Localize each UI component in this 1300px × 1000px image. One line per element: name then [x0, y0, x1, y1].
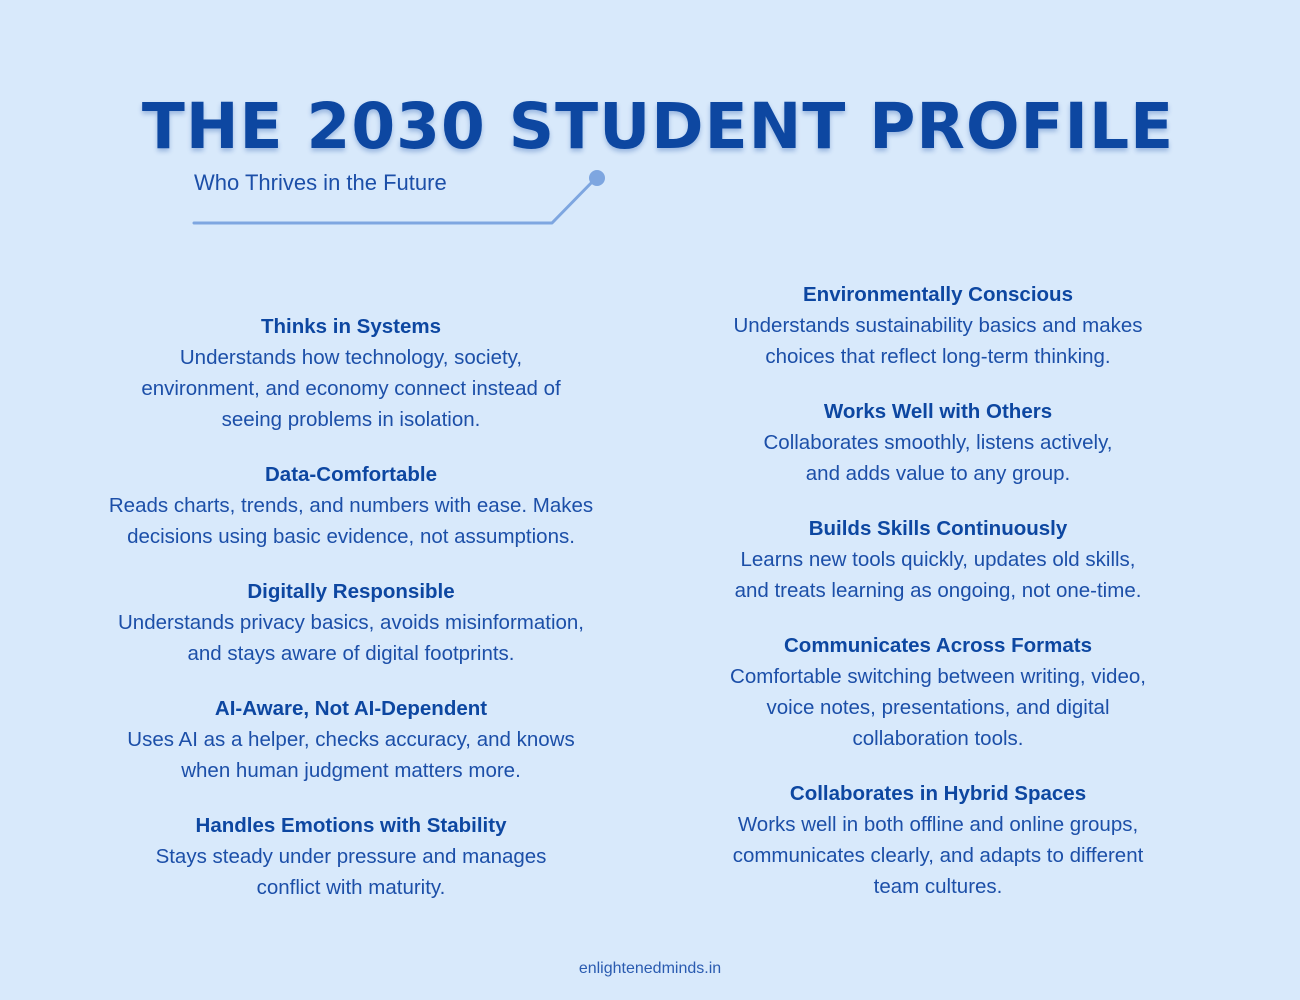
trait-item: [646, 778, 1230, 902]
trait-title: Environmentally Conscious: [803, 283, 1073, 306]
trait-title: Builds Skills Continuously: [808, 517, 1068, 540]
trait-title: Works Well with Others: [823, 400, 1053, 423]
trait-description: Collaborates smoothly, listens actively, and adds value to any group.: [763, 431, 1113, 485]
trait-title: Collaborates in Hybrid Spaces: [789, 782, 1087, 805]
trait-item: [646, 279, 1230, 372]
trait-item: [646, 396, 1230, 489]
trait-title: Thinks in Systems: [260, 315, 441, 338]
trait-description: Works well in both offline and online groups, communicates clearly, and adapts to different team cultures.: [732, 813, 1144, 898]
trait-item: [60, 810, 642, 903]
trait-title: AI-Aware, Not AI-Dependent: [214, 697, 488, 720]
trait-description: Uses AI as a helper, checks accuracy, and knows when human judgment matters more.: [127, 728, 575, 782]
page-title: THE 2030 STUDENT PROFILE: [141, 90, 1175, 163]
trait-item: [60, 459, 642, 552]
trait-description: Understands sustainability basics and makes choices that reflect long-term thinking.: [733, 314, 1143, 368]
trait-description: Understands how technology, society, environment, and economy connect instead of seeing problems in isolation.: [141, 346, 561, 431]
trait-title: Digitally Responsible: [247, 580, 455, 603]
left-traits-column: [60, 311, 642, 927]
trait-title: Handles Emotions with Stability: [195, 814, 507, 837]
right-traits-column: [646, 279, 1230, 926]
trait-description: Comfortable switching between writing, video, voice notes, presentations, and digital collaboration tools.: [730, 665, 1146, 750]
trait-description: Stays steady under pressure and manages conflict with maturity.: [155, 845, 547, 899]
trait-description: Understands privacy basics, avoids misinformation, and stays aware of digital footprints.: [118, 611, 584, 665]
trait-title: Communicates Across Formats: [784, 634, 1092, 657]
trait-item: [60, 693, 642, 786]
trait-item: [646, 630, 1230, 754]
trait-item: [646, 513, 1230, 606]
connector-dot: [589, 170, 605, 186]
trait-description: Reads charts, trends, and numbers with ease. Makes decisions using basic evidence, not assumptions.: [108, 494, 594, 548]
trait-item: [60, 311, 642, 435]
trait-title: Data-Comfortable: [265, 463, 437, 486]
website-footer-link[interactable]: enlightenedminds.in: [578, 960, 722, 977]
trait-item: [60, 576, 642, 669]
page-subtitle: Who Thrives in the Future: [194, 170, 447, 195]
trait-description: Learns new tools quickly, updates old skills, and treats learning as ongoing, not one-time.: [734, 548, 1142, 602]
